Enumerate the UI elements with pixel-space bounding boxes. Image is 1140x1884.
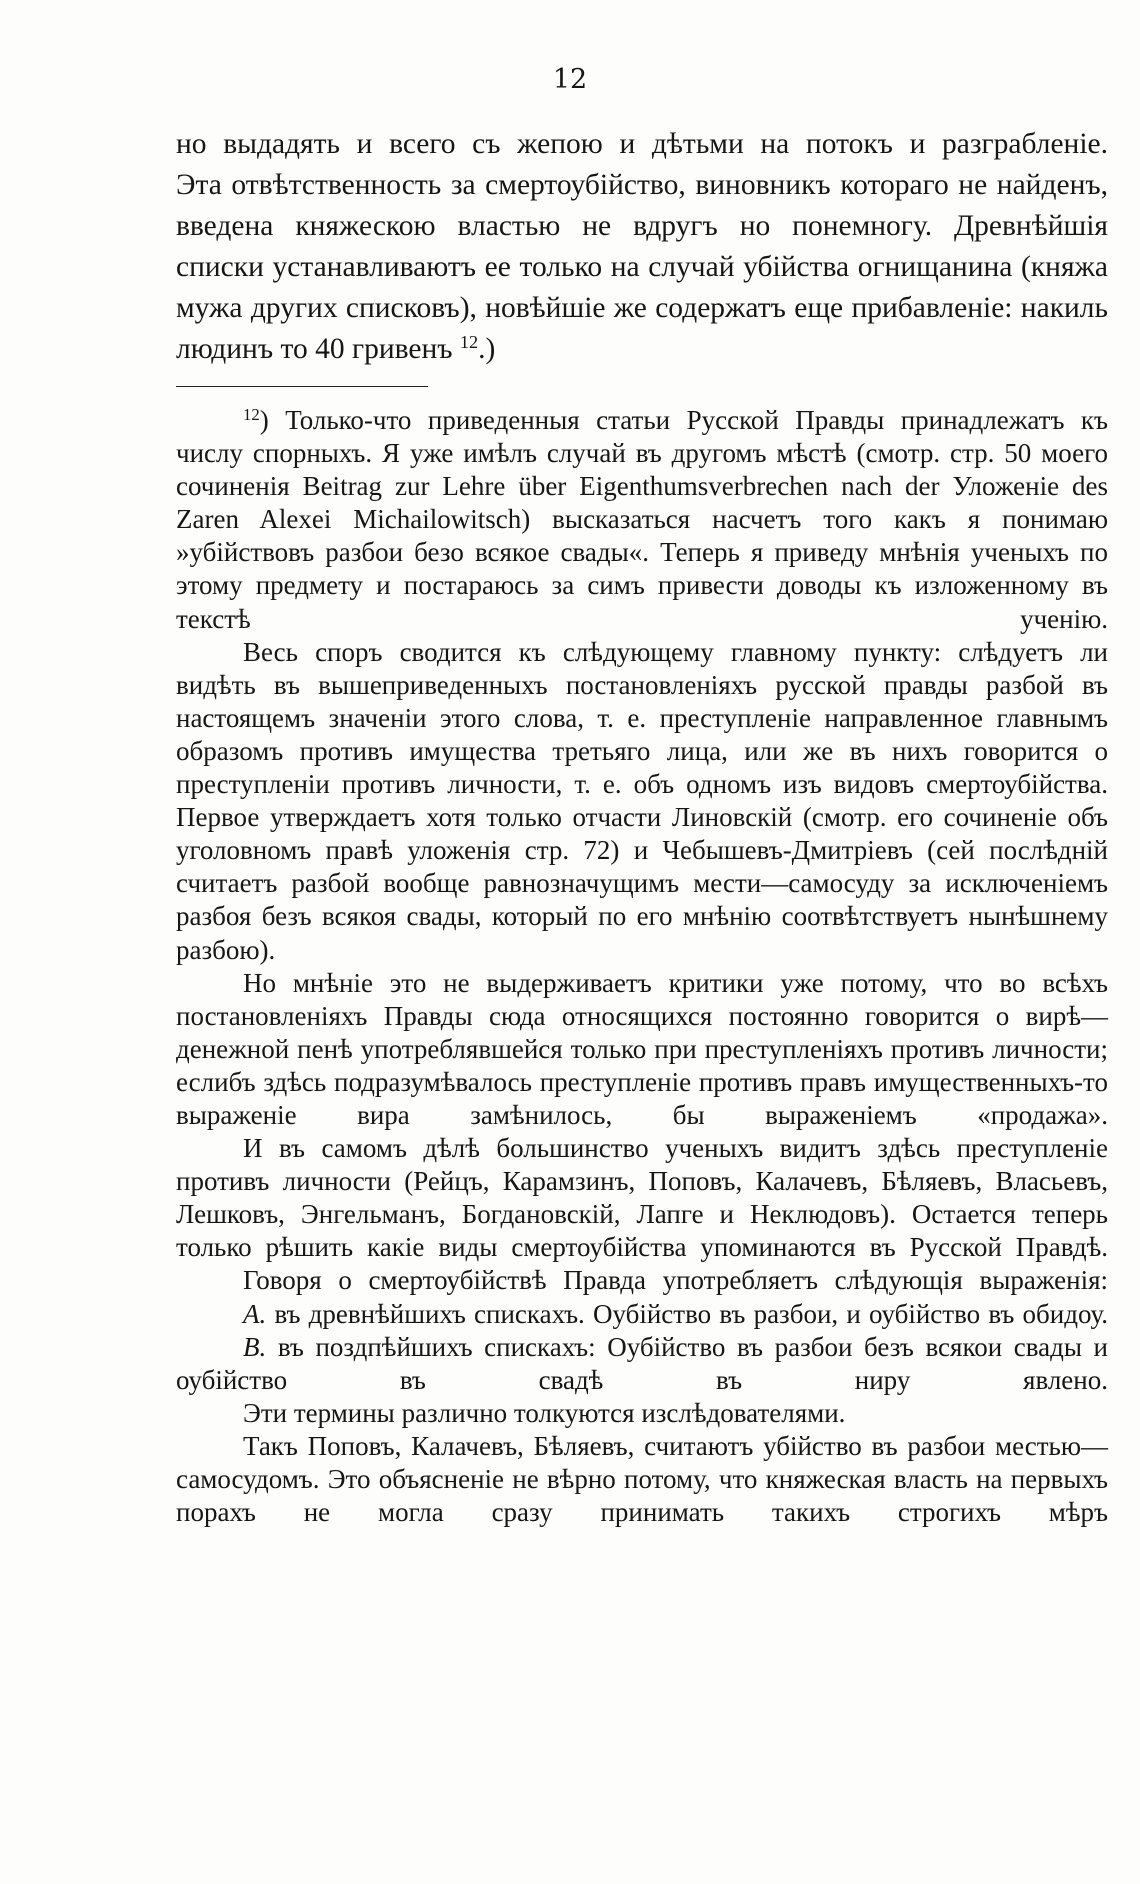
footnote-block — [176, 404, 1108, 1529]
footnote-mark-close: ) — [259, 405, 269, 435]
main-line-3: введена княжескою властью не вдругъ но понемногу. Древнѣйшія — [176, 210, 1108, 242]
item-b-letter: B. — [243, 1331, 267, 1362]
footnote-paragraph-6: Эти термины различно толкуются изслѣдователями. — [243, 1397, 846, 1428]
footnote-item-a — [176, 1298, 1108, 1331]
main-closing: .) — [478, 333, 496, 365]
item-a-letter: А. — [243, 1298, 267, 1329]
footnote-paragraph-4: И въ самомъ дѣлѣ большинство ученыхъ видитъ здѣсь преступленіе противъ личности (Рейцъ, Карамзинъ, Поповъ, Калачевъ, Бѣляевъ, Власьевъ, Лешковъ, Энгельманъ, Богдановскій, Лапге и Неклюдовъ). Остается теперь только рѣшить какіе виды смертоубійства упоминаются въ Русской Правдѣ. — [176, 1133, 1108, 1263]
footnote-paragraph-3: Но мнѣніе это не выдерживаетъ критики уже потому, что во всѣхъ постановленіяхъ Правды сюда относящихся постоянно говорится о вирѣ—денежной пенѣ употреблявшейся только при преступленіяхъ противъ личности; еслибъ здѣсь подразумѣвалось преступленіе противъ правъ имущественныхъ-то выраженіе вира замѣнилось, бы выраженіемъ «продажа». — [176, 967, 1108, 1130]
footnote-separator — [176, 386, 428, 387]
main-line-4: списки устанавливаютъ ее только на случай убійства огнищанина (княжа мужа других списковъ), новѣйшіе же содержатъ еще прибавленіе: накиль людинъ то 40 гривенъ — [176, 251, 1108, 365]
main-line-2: Эта отвѣтственность за смертоубійство, виновникъ котораго не найденъ, — [176, 169, 1108, 201]
page-number: 12 — [552, 64, 588, 95]
footnote-reference: 12 — [459, 331, 479, 352]
footnote-p1-text: Только-что приведенныя статьи Русской Правды принадлежатъ къ числу спорныхъ. Я уже имѣлъ случай въ другомъ мѣстѣ (смотр. стр. 50 моего сочиненія Beitrag zur Lehre über Eigenthumsverbrechen nach der Уложеніе des Zaren Alexei Michailowitsch) высказаться насчетъ того какъ я понимаю »убійствовъ разбои безо всякое свады«. Теперь я приведу мнѣнія ученыхъ по этому предмету и постараюсь за симъ привести доводы къ изложенному въ текстѣ ученію. — [176, 405, 1108, 634]
item-a-text: въ древнѣйшихъ спискахъ. Оубійство въ разбои, и оубійство въ обидоу. — [274, 1298, 1108, 1329]
main-line-1: но выдадять и всего съ жепою и дѣтьми на потокъ и разграбленіе. — [176, 128, 1108, 160]
footnote-paragraph-1 — [176, 404, 1108, 636]
footnote-mark: 12 — [243, 404, 260, 424]
footnote-paragraph-5: Говоря о смертоубійствѣ Правда употребляетъ слѣдующія выраженія: — [243, 1265, 1108, 1296]
footnote-paragraph-2: Весь споръ сводится къ слѣдующему главному пункту: слѣдуетъ ли видѣть въ вышеприведенныхъ постановленіяхъ русской правды разбой въ настоящемъ значеніи этого слова, т. е. преступленіе направленное главнымъ образомъ противъ имущества третьяго лица, или же въ нихъ говорится о преступленіи противъ личности, т. е. объ одномъ изъ видовъ смертоубійства. Первое утверждаетъ хотя только отчасти Линовскій (смотр. его сочиненіе объ уголовномъ правѣ уложенія стр. 72) и Чебышевъ-Дмитріевъ (сей послѣдній считаетъ разбой вообще равнозначущимъ мести—самосуду за исключеніемъ разбоя безъ всякоя свады, который по его мнѣнію соотвѣтствуетъ нынѣшнему разбою). — [176, 636, 1108, 965]
footnote-paragraph-7: Такъ Поповъ, Калачевъ, Бѣляевъ, считаютъ убійство въ разбои местью—самосудомъ. Это объясненіе не вѣрно потому, что княжеская власть на первыхъ порахъ не могла сразу принимать такихъ строгихъ мѣръ — [176, 1430, 1108, 1528]
item-b-text: въ поздпѣйшихъ спискахъ: Оубійство въ разбои безъ всякои свады и оубійство въ свадѣ въ ниру явлено. — [176, 1331, 1109, 1395]
footnote-item-b — [176, 1331, 1108, 1397]
main-paragraph-end — [176, 247, 1108, 370]
main-text — [176, 124, 1108, 370]
